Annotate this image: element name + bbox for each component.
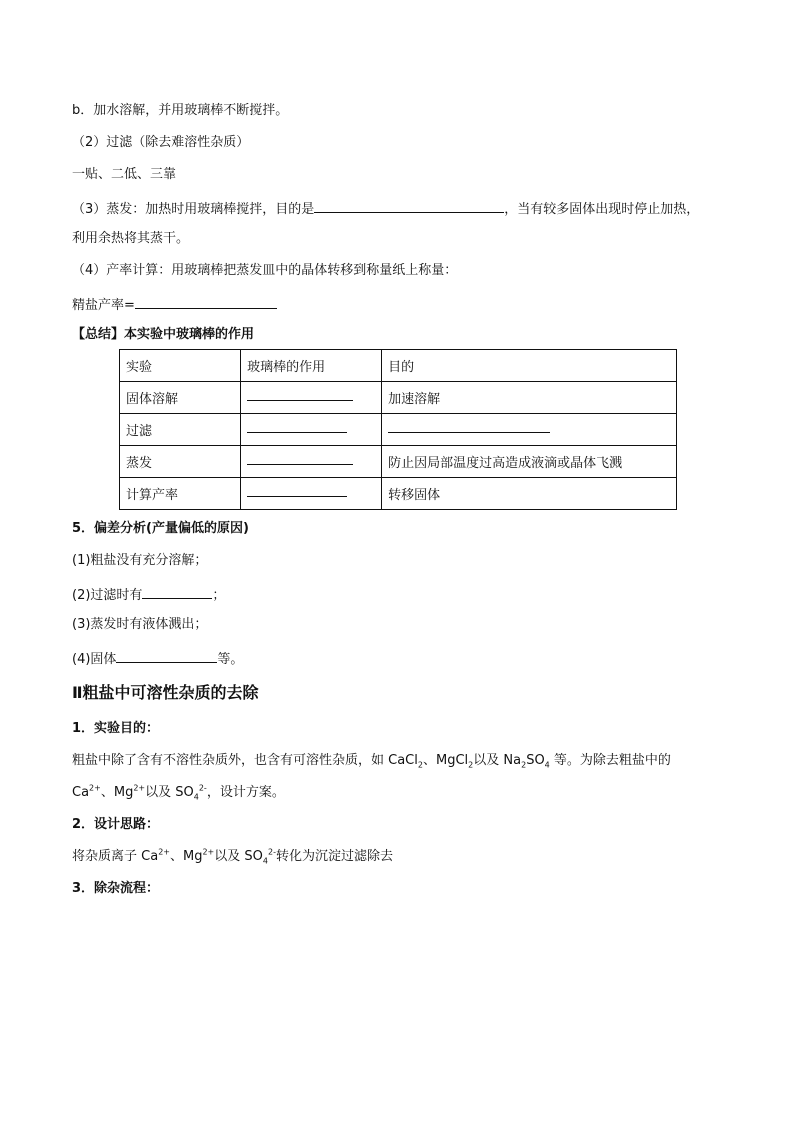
idea-text-segment: 以及 xyxy=(214,849,245,864)
table-cell-role xyxy=(241,414,382,446)
yield-formula-blank[interactable] xyxy=(135,294,277,309)
evaporation-prefix: （3）蒸发：加热时用玻璃棒搅拌，目的是 xyxy=(72,202,315,217)
part2-heading: Ⅱ粗盐中可溶性杂质的去除 xyxy=(72,683,259,702)
step-b-text: b．加水溶解，并用玻璃棒不断搅拌。 xyxy=(72,103,289,118)
idea-title: 2．设计思路： xyxy=(72,817,160,832)
goal-text-segment: 等。为除去粗盐中的 xyxy=(549,753,671,768)
deviation-item-4-prefix: (4)固体 xyxy=(72,652,117,667)
evaporation-question xyxy=(72,198,699,219)
table-cell-experiment: 过滤 xyxy=(120,414,241,446)
goal-text-segment: 粗盐中除了含有不溶性杂质外，也含有可溶性杂质，如 xyxy=(72,753,389,768)
deviation-item-2 xyxy=(72,584,225,605)
idea-text: 将杂质离子 $Ca^{2+}$、$Mg^{2+}$以及 $SO_4^{2-}$转化为沉淀过滤除去 xyxy=(72,847,393,866)
deviation-item-4-blank[interactable] xyxy=(116,648,217,663)
yield-formula-label: 精盐产率= xyxy=(72,298,135,313)
formula-cacl2: CaCl$_2$ xyxy=(388,753,423,770)
deviation-item-2-prefix: (2)过滤时有 xyxy=(72,588,143,603)
formula-mgcl2: MgCl$_2$ xyxy=(435,753,474,770)
table-cell-experiment: 计算产率 xyxy=(120,478,241,510)
table-header-cell: 目的 xyxy=(382,350,677,382)
summary-title: 【总结】本实验中玻璃棒的作用 xyxy=(72,327,255,342)
answer-blank[interactable] xyxy=(388,422,550,433)
table-cell-role xyxy=(241,478,382,510)
deviation-item-2-blank[interactable] xyxy=(142,584,212,599)
table-row xyxy=(120,414,677,446)
table-cell-experiment: 蒸发 xyxy=(120,446,241,478)
deviation-item-4 xyxy=(72,648,243,669)
deviation-item-3: (3)蒸发时有液体溅出； xyxy=(72,617,208,632)
deviation-title: 5．偏差分析(产量偏低的原因) xyxy=(72,521,249,536)
table-header-cell: 玻璃棒的作用 xyxy=(241,350,382,382)
answer-blank[interactable] xyxy=(247,422,347,433)
deviation-item-4-suffix: 等。 xyxy=(217,652,244,667)
table-row xyxy=(120,478,677,510)
goal-text-segment: 以及 xyxy=(473,753,504,768)
deviation-item-2-suffix: ； xyxy=(212,588,226,603)
ion-mg: $Mg^{2+}$ xyxy=(183,847,215,864)
table-cell-role xyxy=(241,446,382,478)
answer-blank[interactable] xyxy=(247,390,353,401)
idea-text-segment: 转化为沉淀过滤除去 xyxy=(275,849,393,864)
evaporation-purpose-blank[interactable] xyxy=(314,198,504,213)
table-cell-purpose: 加速溶解 xyxy=(382,382,677,414)
flow-title: 3．除杂流程： xyxy=(72,881,160,896)
filter-title: （2）过滤（除去难溶性杂质） xyxy=(72,135,250,150)
table-row xyxy=(120,382,677,414)
glass-rod-role-table xyxy=(119,349,677,510)
formula-na2so4: $Na_2SO_4$ xyxy=(503,753,550,770)
table-cell-purpose: 防止因局部温度过高造成液滴或晶体飞溅 xyxy=(382,446,677,478)
filter-rule: 一贴、二低、三靠 xyxy=(72,167,177,182)
ion-so4: $SO_4^{2-}$ xyxy=(244,847,276,866)
table-cell-experiment: 固体溶解 xyxy=(120,382,241,414)
table-header-cell: 实验 xyxy=(120,350,241,382)
evaporation-suffix: ，当有较多固体出现时停止加热， xyxy=(504,202,700,217)
deviation-item-1: (1)粗盐没有充分溶解； xyxy=(72,553,208,568)
ion-mg: $Mg^{2+}$ xyxy=(113,783,146,800)
ion-so4: $SO_4^{2-}$ xyxy=(175,783,207,802)
yield-formula xyxy=(72,294,277,315)
table-header-row xyxy=(120,350,677,382)
table-cell-purpose xyxy=(382,414,677,446)
goal-text-line-1: 粗盐中除了含有不溶性杂质外，也含有可溶性杂质，如 CaCl$_2$、MgCl$_2$以及 $Na_2SO_4$ 等。为除去粗盐中的 xyxy=(72,753,671,770)
goal-text-segment: ，设计方案。 xyxy=(206,785,285,800)
goal-text-segment: 以及 xyxy=(145,785,176,800)
table-cell-role xyxy=(241,382,382,414)
idea-text-segment: 将杂质离子 xyxy=(72,849,142,864)
table-cell-purpose: 转移固体 xyxy=(382,478,677,510)
answer-blank[interactable] xyxy=(247,486,347,497)
answer-blank[interactable] xyxy=(247,454,353,465)
goal-text-line-2: $Ca^{2+}$、$Mg^{2+}$以及 $SO_4^{2-}$，设计方案。 xyxy=(72,783,285,802)
goal-title: 1．实验目的： xyxy=(72,721,160,736)
evaporation-continuation: 利用余热将其蒸干。 xyxy=(72,231,190,246)
ion-ca: $Ca^{2+}$ xyxy=(72,783,101,800)
table-row xyxy=(120,446,677,478)
yield-calculation-text: （4）产率计算：用玻璃棒把蒸发皿中的晶体转移到称量纸上称量： xyxy=(72,263,458,278)
ion-ca: $Ca^{2+}$ xyxy=(141,847,170,864)
